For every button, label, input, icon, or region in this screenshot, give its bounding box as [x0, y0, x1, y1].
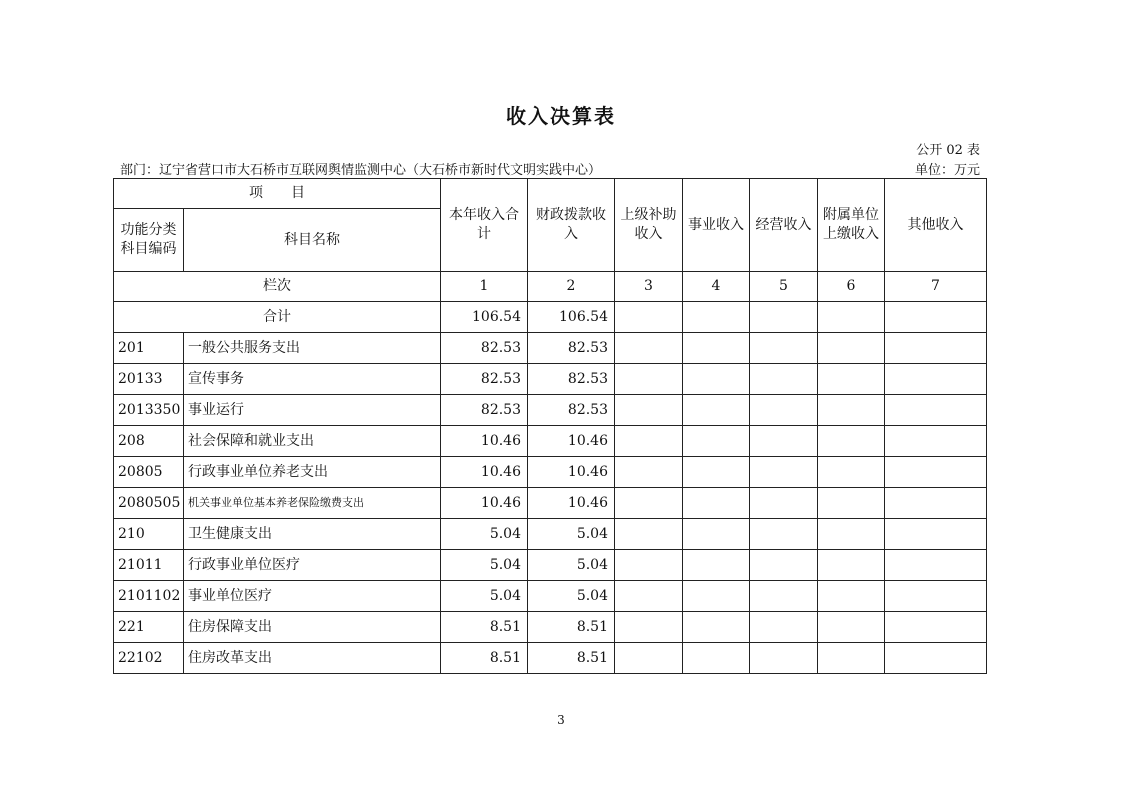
department-label: 部门：辽宁省营口市大石桥市互联网舆情监测中心（大石桥市新时代文明实践中心）	[120, 163, 602, 178]
table-row	[114, 333, 987, 364]
row-col2: 10.46	[528, 457, 615, 488]
row-code: 20805	[114, 457, 184, 488]
row-col2: 82.53	[528, 364, 615, 395]
table-row	[114, 519, 987, 550]
row-col2: 82.53	[528, 333, 615, 364]
row-col1: 5.04	[441, 581, 528, 612]
header-col7: 其他收入	[885, 179, 987, 272]
row-col2: 10.46	[528, 426, 615, 457]
table-row	[114, 426, 987, 457]
row-col1: 8.51	[441, 612, 528, 643]
header-item: 项 目	[114, 179, 441, 209]
row-col2: 8.51	[528, 612, 615, 643]
row-name: 宣传事务	[184, 364, 441, 395]
row-col2: 10.46	[528, 488, 615, 519]
row-code: 22102	[114, 643, 184, 674]
header-col2: 财政拨款收入	[528, 179, 615, 272]
unit-label: 单位：万元	[914, 163, 980, 178]
total-col1: 106.54	[441, 302, 528, 333]
row-name: 事业运行	[184, 395, 441, 426]
total-col2: 106.54	[528, 302, 615, 333]
row-name: 卫生健康支出	[184, 519, 441, 550]
row-name: 机关事业单位基本养老保险缴费支出	[184, 488, 441, 519]
page-title: 收入决算表	[506, 104, 616, 128]
row-col1: 10.46	[441, 488, 528, 519]
column-index-7: 7	[885, 272, 987, 302]
row-code: 201	[114, 333, 184, 364]
header-subject-name: 科目名称	[184, 209, 441, 272]
row-col1: 82.53	[441, 395, 528, 426]
header-col4: 事业收入	[683, 179, 750, 272]
column-index-3: 3	[615, 272, 683, 302]
row-code: 2101102	[114, 581, 184, 612]
column-index-6: 6	[818, 272, 885, 302]
row-code: 208	[114, 426, 184, 457]
row-col1: 5.04	[441, 550, 528, 581]
row-code: 210	[114, 519, 184, 550]
total-label: 合计	[114, 302, 441, 333]
form-number: 公开 02 表	[916, 143, 980, 158]
row-col1: 82.53	[441, 364, 528, 395]
row-code: 221	[114, 612, 184, 643]
table-row	[114, 550, 987, 581]
table-row	[114, 643, 987, 674]
table-row	[114, 488, 987, 519]
header-col1: 本年收入合计	[441, 179, 528, 272]
table-row	[114, 364, 987, 395]
row-name: 行政事业单位养老支出	[184, 457, 441, 488]
column-index-1: 1	[441, 272, 528, 302]
row-col2: 5.04	[528, 581, 615, 612]
column-index-5: 5	[750, 272, 818, 302]
row-col1: 10.46	[441, 426, 528, 457]
column-index-row	[114, 272, 987, 302]
total-row	[114, 302, 987, 333]
row-col1: 10.46	[441, 457, 528, 488]
row-col2: 82.53	[528, 395, 615, 426]
row-name: 行政事业单位医疗	[184, 550, 441, 581]
header-row-top	[114, 179, 987, 209]
row-code: 20133	[114, 364, 184, 395]
column-index-4: 4	[683, 272, 750, 302]
row-col2: 5.04	[528, 550, 615, 581]
row-name: 住房改革支出	[184, 643, 441, 674]
row-col1: 5.04	[441, 519, 528, 550]
row-name: 社会保障和就业支出	[184, 426, 441, 457]
table-row	[114, 612, 987, 643]
income-report-table	[113, 178, 987, 674]
page-number: 3	[557, 713, 565, 727]
table-row	[114, 581, 987, 612]
column-index-2: 2	[528, 272, 615, 302]
row-col1: 82.53	[441, 333, 528, 364]
row-name: 住房保障支出	[184, 612, 441, 643]
row-code: 2080505	[114, 488, 184, 519]
row-col1: 8.51	[441, 643, 528, 674]
row-col2: 5.04	[528, 519, 615, 550]
header-func-code: 功能分类科目编码	[114, 209, 184, 272]
row-col2: 8.51	[528, 643, 615, 674]
row-code: 21011	[114, 550, 184, 581]
header-col6: 附属单位上缴收入	[818, 179, 885, 272]
header-col5: 经营收入	[750, 179, 818, 272]
header-col3: 上级补助收入	[615, 179, 683, 272]
row-name: 事业单位医疗	[184, 581, 441, 612]
row-code: 2013350	[114, 395, 184, 426]
table-row	[114, 395, 987, 426]
column-index-label: 栏次	[114, 272, 441, 302]
table-row	[114, 457, 987, 488]
row-name: 一般公共服务支出	[184, 333, 441, 364]
